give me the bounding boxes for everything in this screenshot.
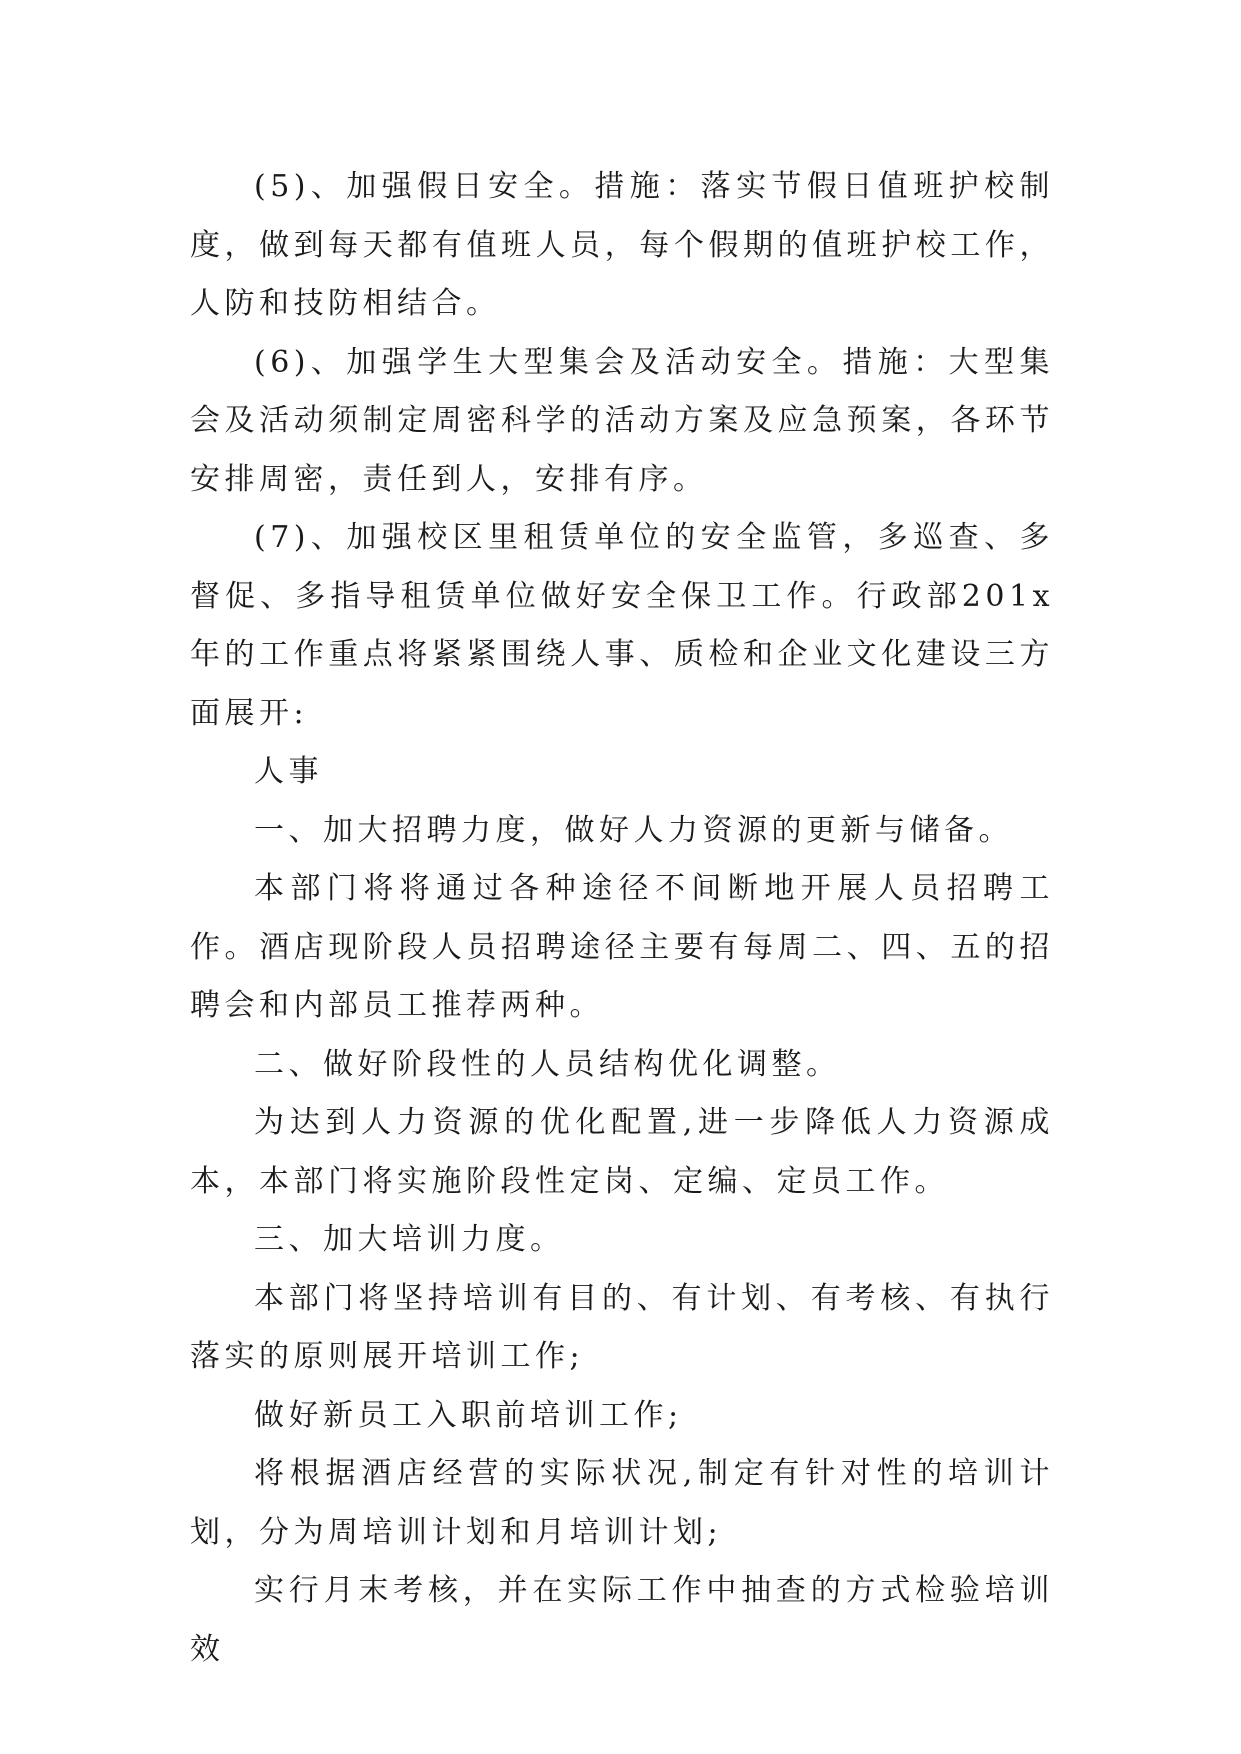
section-heading-personnel: 人事 — [254, 754, 323, 789]
paragraph-tenant-supervision: (7)、加强校区里租赁单位的安全监管，多巡查、多督促、多指导租赁单位做好安全保卫工作。行政部201x年的工作重点将紧紧围绕人事、质检和企业文化建设三方面展开: — [190, 520, 1054, 731]
paragraph-structure: 为达到人力资源的优化配置,进一步降低人力资源成本，本部门将实施阶段性定岗、定编、定员工作。 — [190, 1105, 1054, 1199]
paragraph-monthly-assessment: 实行月末考核，并在实际工作中抽查的方式检验培训效 — [190, 1573, 1054, 1667]
item-heading-recruitment: 一、加大招聘力度，做好人力资源的更新与储备。 — [254, 812, 1013, 848]
document-body — [190, 158, 1054, 1679]
paragraph-holiday-safety: (5)、加强假日安全。措施：落实节假日值班护校制度，做到每天都有值班人员，每个假期的值班护校工作，人防和技防相结合。 — [190, 169, 1054, 321]
paragraph-recruitment: 本部门将将通过各种途径不间断地开展人员招聘工作。酒店现阶段人员招聘途径主要有每周二、四、五的招聘会和内部员工推荐两种。 — [190, 871, 1054, 1023]
paragraph-assembly-safety: (6)、加强学生大型集会及活动安全。措施：大型集会及活动须制定周密科学的活动方案及应急预案，各环节安排周密，责任到人，安排有序。 — [190, 344, 1054, 497]
paragraph-training-principle: 本部门将坚持培训有目的、有计划、有考核、有执行落实的原则展开培训工作; — [190, 1280, 1054, 1374]
item-heading-structure: 二、做好阶段性的人员结构优化调整。 — [254, 1046, 841, 1082]
item-heading-training: 三、加大培训力度。 — [254, 1222, 565, 1257]
paragraph-training-plan: 将根据酒店经营的实际状况,制定有针对性的培训计划，分为周培训计划和月培训计划; — [190, 1456, 1054, 1550]
paragraph-new-staff-training: 做好新员工入职前培训工作; — [254, 1397, 683, 1433]
